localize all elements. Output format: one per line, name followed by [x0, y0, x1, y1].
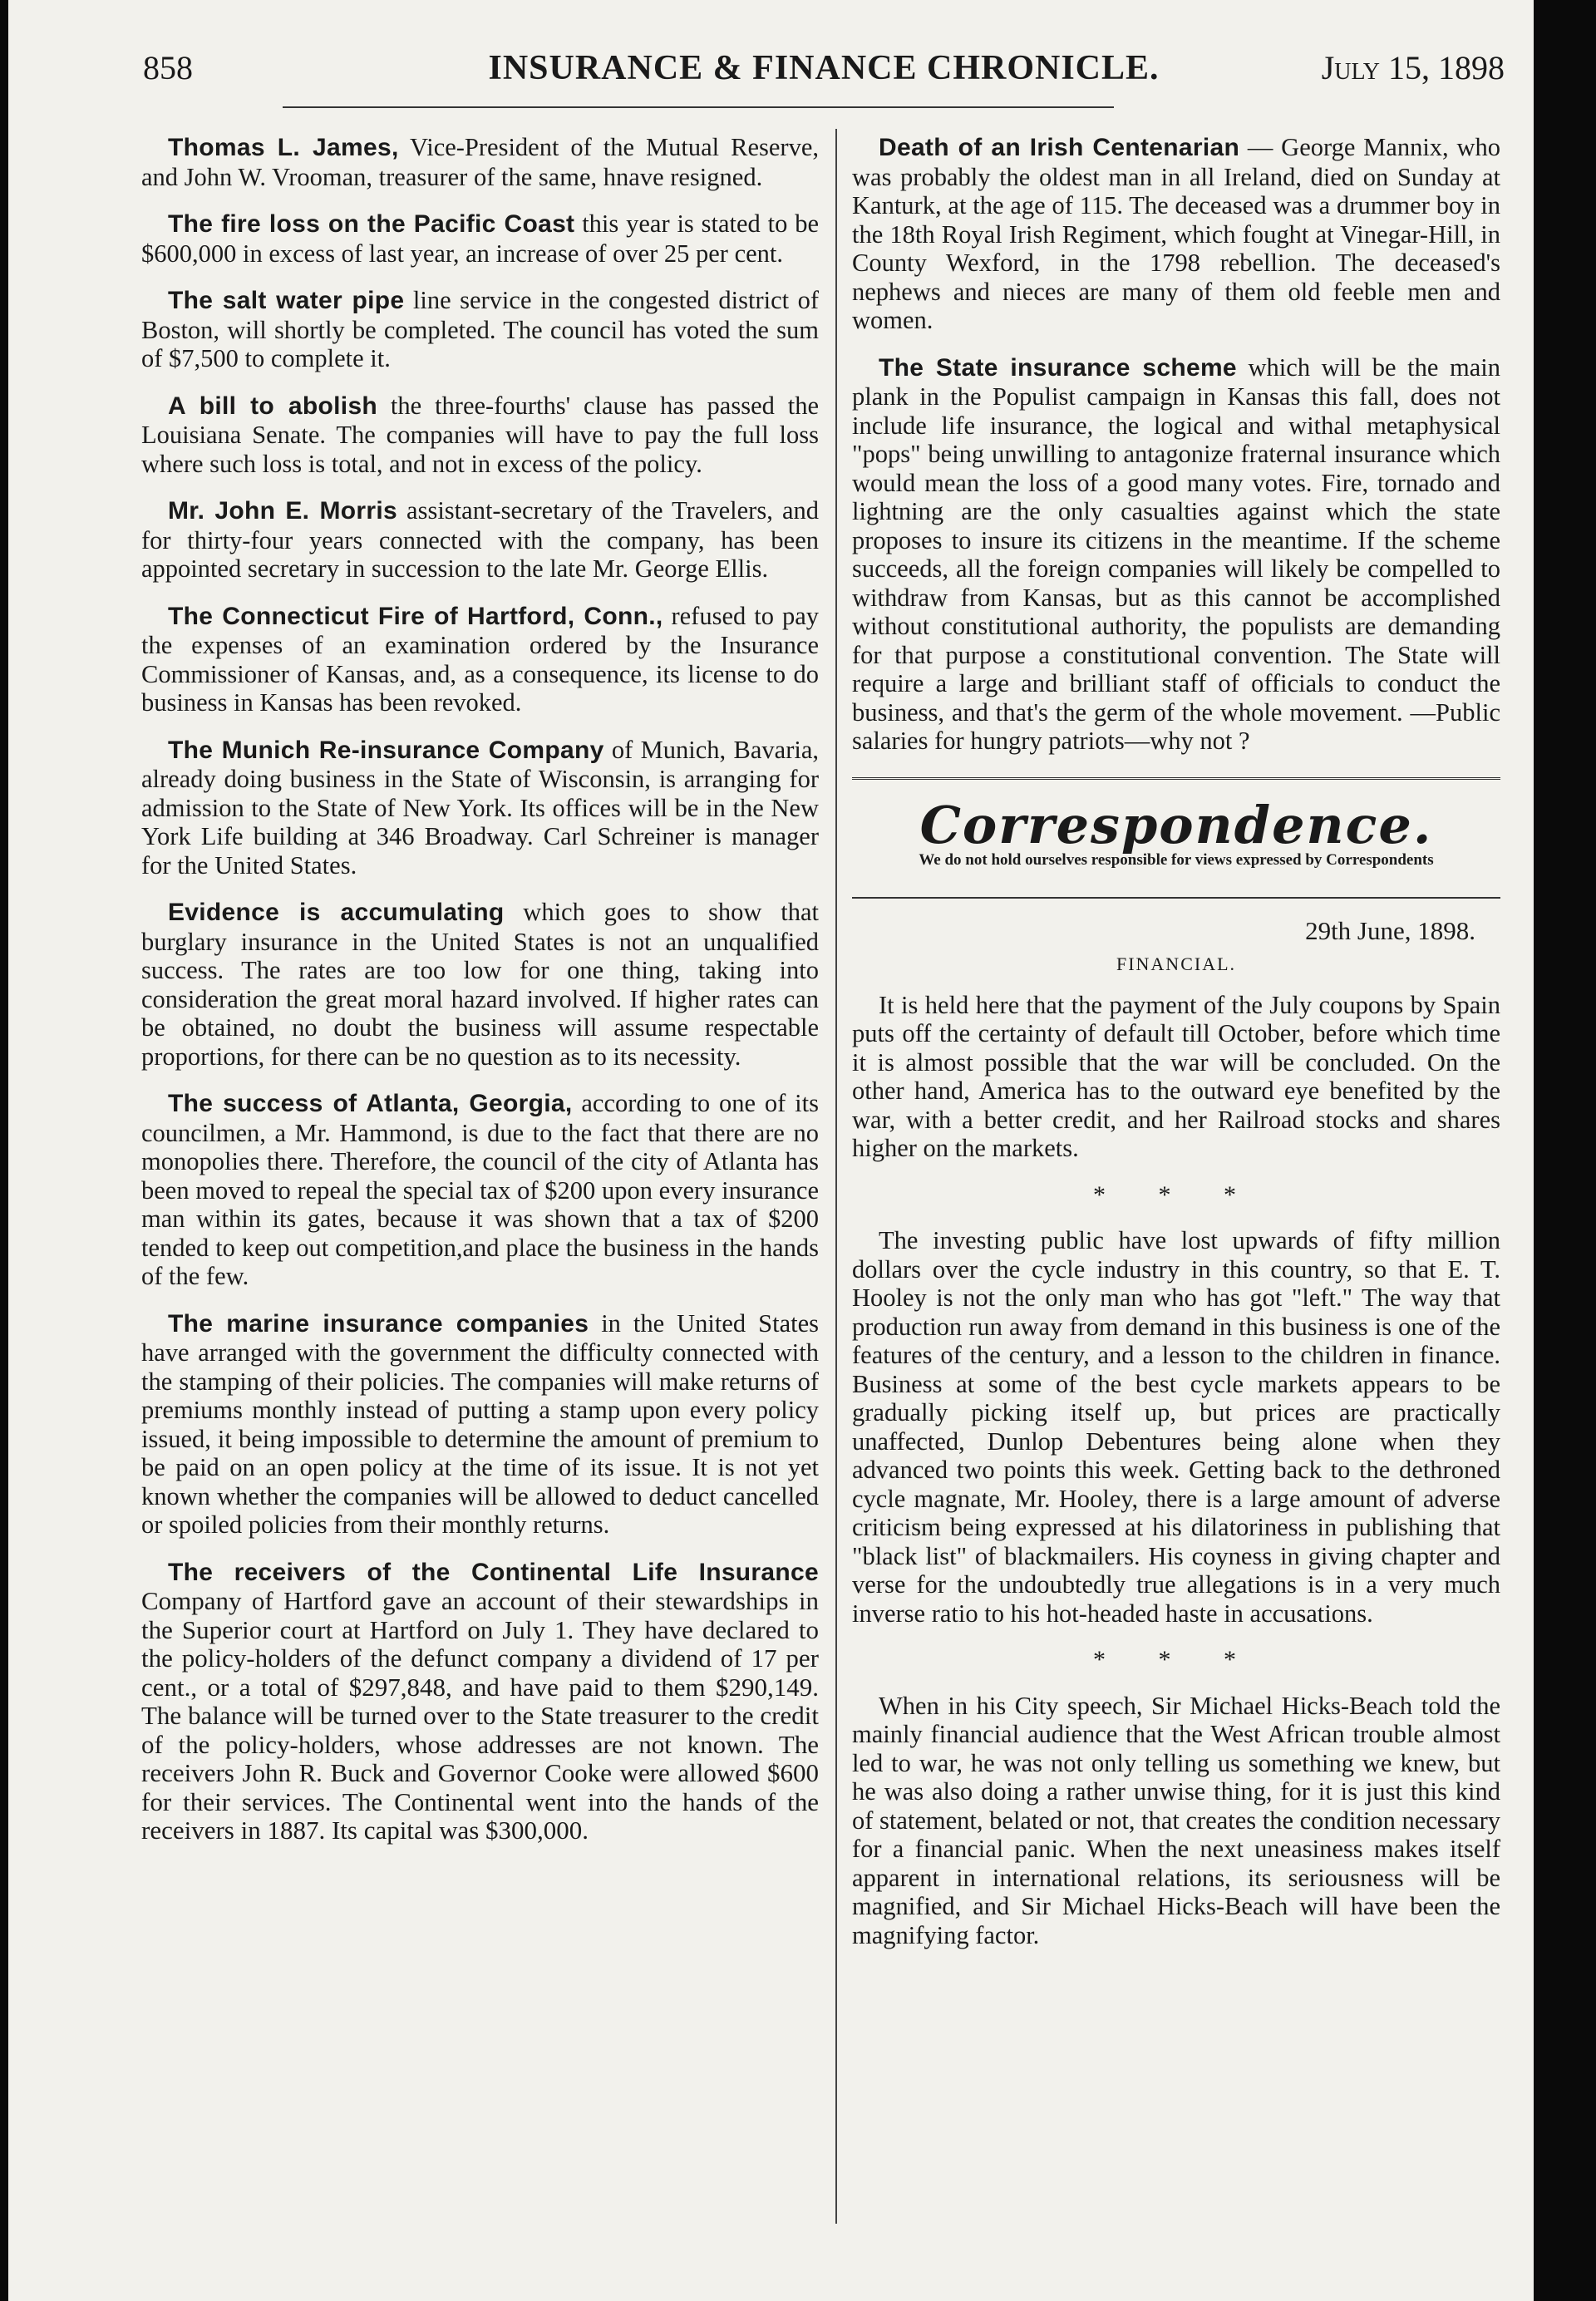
news-item	[141, 1089, 819, 1291]
item-body: of Munich, Bavaria, already doing business in the State of Wisconsin, is arranging for admission to the State of New York. Its offices will be in the New York Life building at 346 Broadway. Carl Schreiner is manager for the United States.	[141, 735, 819, 880]
item-lead: A bill to abolish	[168, 392, 378, 420]
item-body: in the United States have arranged with the government the difficulty connected with the stamping of their policies. The companies will make returns of premiums monthly instead of putting a stamp upon every policy issued, it being impossible to determine the amount of premium to be paid on an open policy at the time of its issue. It is not yet known whether the companies will be allowed to deduct cancelled or spoiled policies from their monthly returns.	[141, 1308, 819, 1539]
right-column	[852, 133, 1500, 1968]
item-lead: Death of an Irish Centenarian	[879, 134, 1240, 161]
item-lead: The salt water pipe	[168, 287, 405, 314]
header-rule	[283, 106, 1114, 108]
item-lead: The fire loss on the Pacific Coast	[168, 210, 575, 238]
news-item	[141, 392, 819, 479]
section-rule	[852, 777, 1500, 780]
news-item	[141, 602, 819, 717]
letter-dateline: 29th June, 1898.	[1305, 915, 1475, 945]
item-lead: The success of Atlanta, Georgia,	[168, 1090, 573, 1117]
news-item	[141, 133, 819, 191]
letter-paragraph: The investing public have lost upwards of fifty million dollars over the cycle industry in this country, so that E. T. Hooley is not the only man who has got "left." The way that production run away from demand in this business is one of the features of the century, and a lesson to the children in finance. Business at some of the best cycle markets appears to be gradually picking itself up, but prices are practically unaffected, Dunlop Debentures being alone when they advanced two points this week. Getting back to the dethroned cycle magnate, Mr. Hooley, there is a large amount of adverse criticism being expressed at his dilatoriness in publishing that "black list" of blackmailers. His coyness in giving chapter and verse for the undoubtedly true allegations is in a very much inverse ratio to his hot-headed haste in accusations.	[852, 1226, 1500, 1628]
item-body: Company of Hartford gave an account of their stewardships in the Superior court at Hartford on July 1. They have declared to the policy-holders of the defunct company a dividend of 17 per cent., or a total of $297,848, and have paid to them $290,149. The balance will be turned over to the State treasurer to the credit of the policy-holders, whose addresses are not known. The receivers John R. Buck and Governor Cooke were allowed $600 for their services. The Continental went into the hands of the receivers in 1887. Its capital was $300,000.	[141, 1586, 819, 1845]
page-number: 858	[143, 49, 193, 86]
item-body: according to one of its councilmen, a Mr. Hammond, is due to the fact that there are no monopolies there. Therefore, the council of the city of Atlanta has been moved to repeal the special tax of $200 upon every insurance man within its gates, because it was shown that a tax of $200 tended to keep out competition,and place the business in the hands of the few.	[141, 1089, 819, 1290]
item-body: refused to pay the expenses of an examination ordered by the Insurance Commissioner of Kansas, and, as a consequence, its license to do business in Kansas has been revoked.	[141, 601, 819, 717]
item-body: the three-fourths' clause has passed the Louisiana Senate. The companies will have to pay the full loss where such loss is total, and not in excess of the policy.	[141, 391, 819, 478]
publication-title: INSURANCE & FINANCE CHRONICLE.	[488, 49, 1160, 87]
correspondence-heading: Correspondence.	[919, 794, 1433, 855]
paragraph-separator: * * *	[1093, 1180, 1259, 1209]
item-lead: The receivers of the Continental Life Insurance	[168, 1558, 819, 1586]
item-lead: The Munich Re-insurance Company	[168, 736, 604, 764]
newspaper-page	[8, 0, 1534, 2301]
item-body: which goes to show that burglary insurance in the United States is not an unqualified success. The rates are too low for one thing, taking into consideration the great moral hazard involved. If higher rates can be obtained, no doubt the business will assume respectable proportions, for there can be no question as to its necessity.	[141, 898, 819, 1071]
news-item	[141, 1558, 819, 1845]
section-rule	[852, 897, 1500, 899]
news-item	[852, 353, 1500, 756]
news-item	[141, 496, 819, 584]
item-lead: Thomas L. James,	[168, 134, 399, 161]
item-body: which will be the main plank in the Populist campaign in Kansas this fall, does not include life insurance, the logical and withal metaphysical "pops" being unwilling to antagonize fraternal insurance which would mean the loss of a good many votes. Fire, tornado and lightning are the only casualties against which the state proposes to insure its citizens in the meantime. If the scheme succeeds, all the foreign companies will likely be compelled to withdraw from Kansas, but as this cannot be accomplished without constitutional authority, the populists are demanding for that purpose a constitutional convention. The State will require a large and brilliant staff of officials to conduct the business, and that's the germ of the whole movement. —Public salaries for hungry patriots—why not ?	[852, 352, 1500, 755]
item-lead: Mr. John E. Morris	[168, 497, 397, 525]
left-column	[141, 133, 819, 1864]
item-lead: The State insurance scheme	[879, 353, 1237, 382]
item-lead: The marine insurance companies	[168, 1309, 589, 1338]
letter-section-label: FINANCIAL.	[1116, 953, 1237, 974]
item-body: line service in the congested district of Boston, will shortly be completed. The council has voted the sum of $7,500 to complete it.	[141, 286, 820, 372]
item-body: Vice-President of the Mutual Reserve, and John W. Vrooman, treasurer of the same, hnave resigned.	[141, 133, 819, 191]
column-divider	[835, 129, 837, 2224]
paragraph-separator: * * *	[1093, 1646, 1259, 1673]
news-item	[141, 898, 819, 1071]
news-item	[141, 1309, 819, 1540]
letter-paragraph: It is held here that the payment of the July coupons by Spain puts off the certainty of default till October, before which time it is almost possible that the war will be concluded. On the other hand, America has to the outward eye benefited by the war, with a better credit, and her Railroad stocks and shares higher on the markets.	[852, 990, 1500, 1162]
item-body: this year is stated to be $600,000 in excess of last year, an increase of over 25 per cent.	[141, 209, 819, 268]
issue-date: July 15, 1898	[1321, 49, 1505, 86]
item-body: — George Mannix, who was probably the oldest man in all Ireland, died on Sunday at Kanturk, at the age of 115. The deceased was a drummer boy in the 18th Royal Irish Regiment, which fought at Vinegar-Hill, in County Wexford, in the 1798 rebellion. The deceased's nephews and nieces are many of them old feeble men and women.	[852, 133, 1500, 334]
item-body: assistant-secretary of the Travelers, and for thirty-four years connected with the company, has been appointed secretary in succession to the late Mr. George Ellis.	[141, 496, 819, 583]
item-lead: Evidence is accumulating	[168, 899, 505, 926]
news-item	[141, 286, 819, 373]
item-lead: The Connecticut Fire of Hartford, Conn.,	[168, 602, 663, 630]
news-item	[141, 209, 819, 268]
page-header	[143, 48, 1505, 106]
correspondence-disclaimer: We do not hold ourselves responsible for views expressed by Correspondents	[919, 851, 1434, 869]
news-item	[141, 736, 819, 880]
letter-paragraph: When in his City speech, Sir Michael Hicks-Beach told the mainly financial audience that the West African trouble almost led to war, he was not only telling us something we knew, but he was also doing a rather unwise thing, for it is just this kind of statement, belated or not, that creates the condition necessary for a financial panic. When the next uneasiness makes itself apparent in international relations, its seriousness will be magnified, and Sir Michael Hicks-Beach will have been the magnifying factor.	[852, 1691, 1500, 1949]
news-item	[852, 133, 1500, 335]
